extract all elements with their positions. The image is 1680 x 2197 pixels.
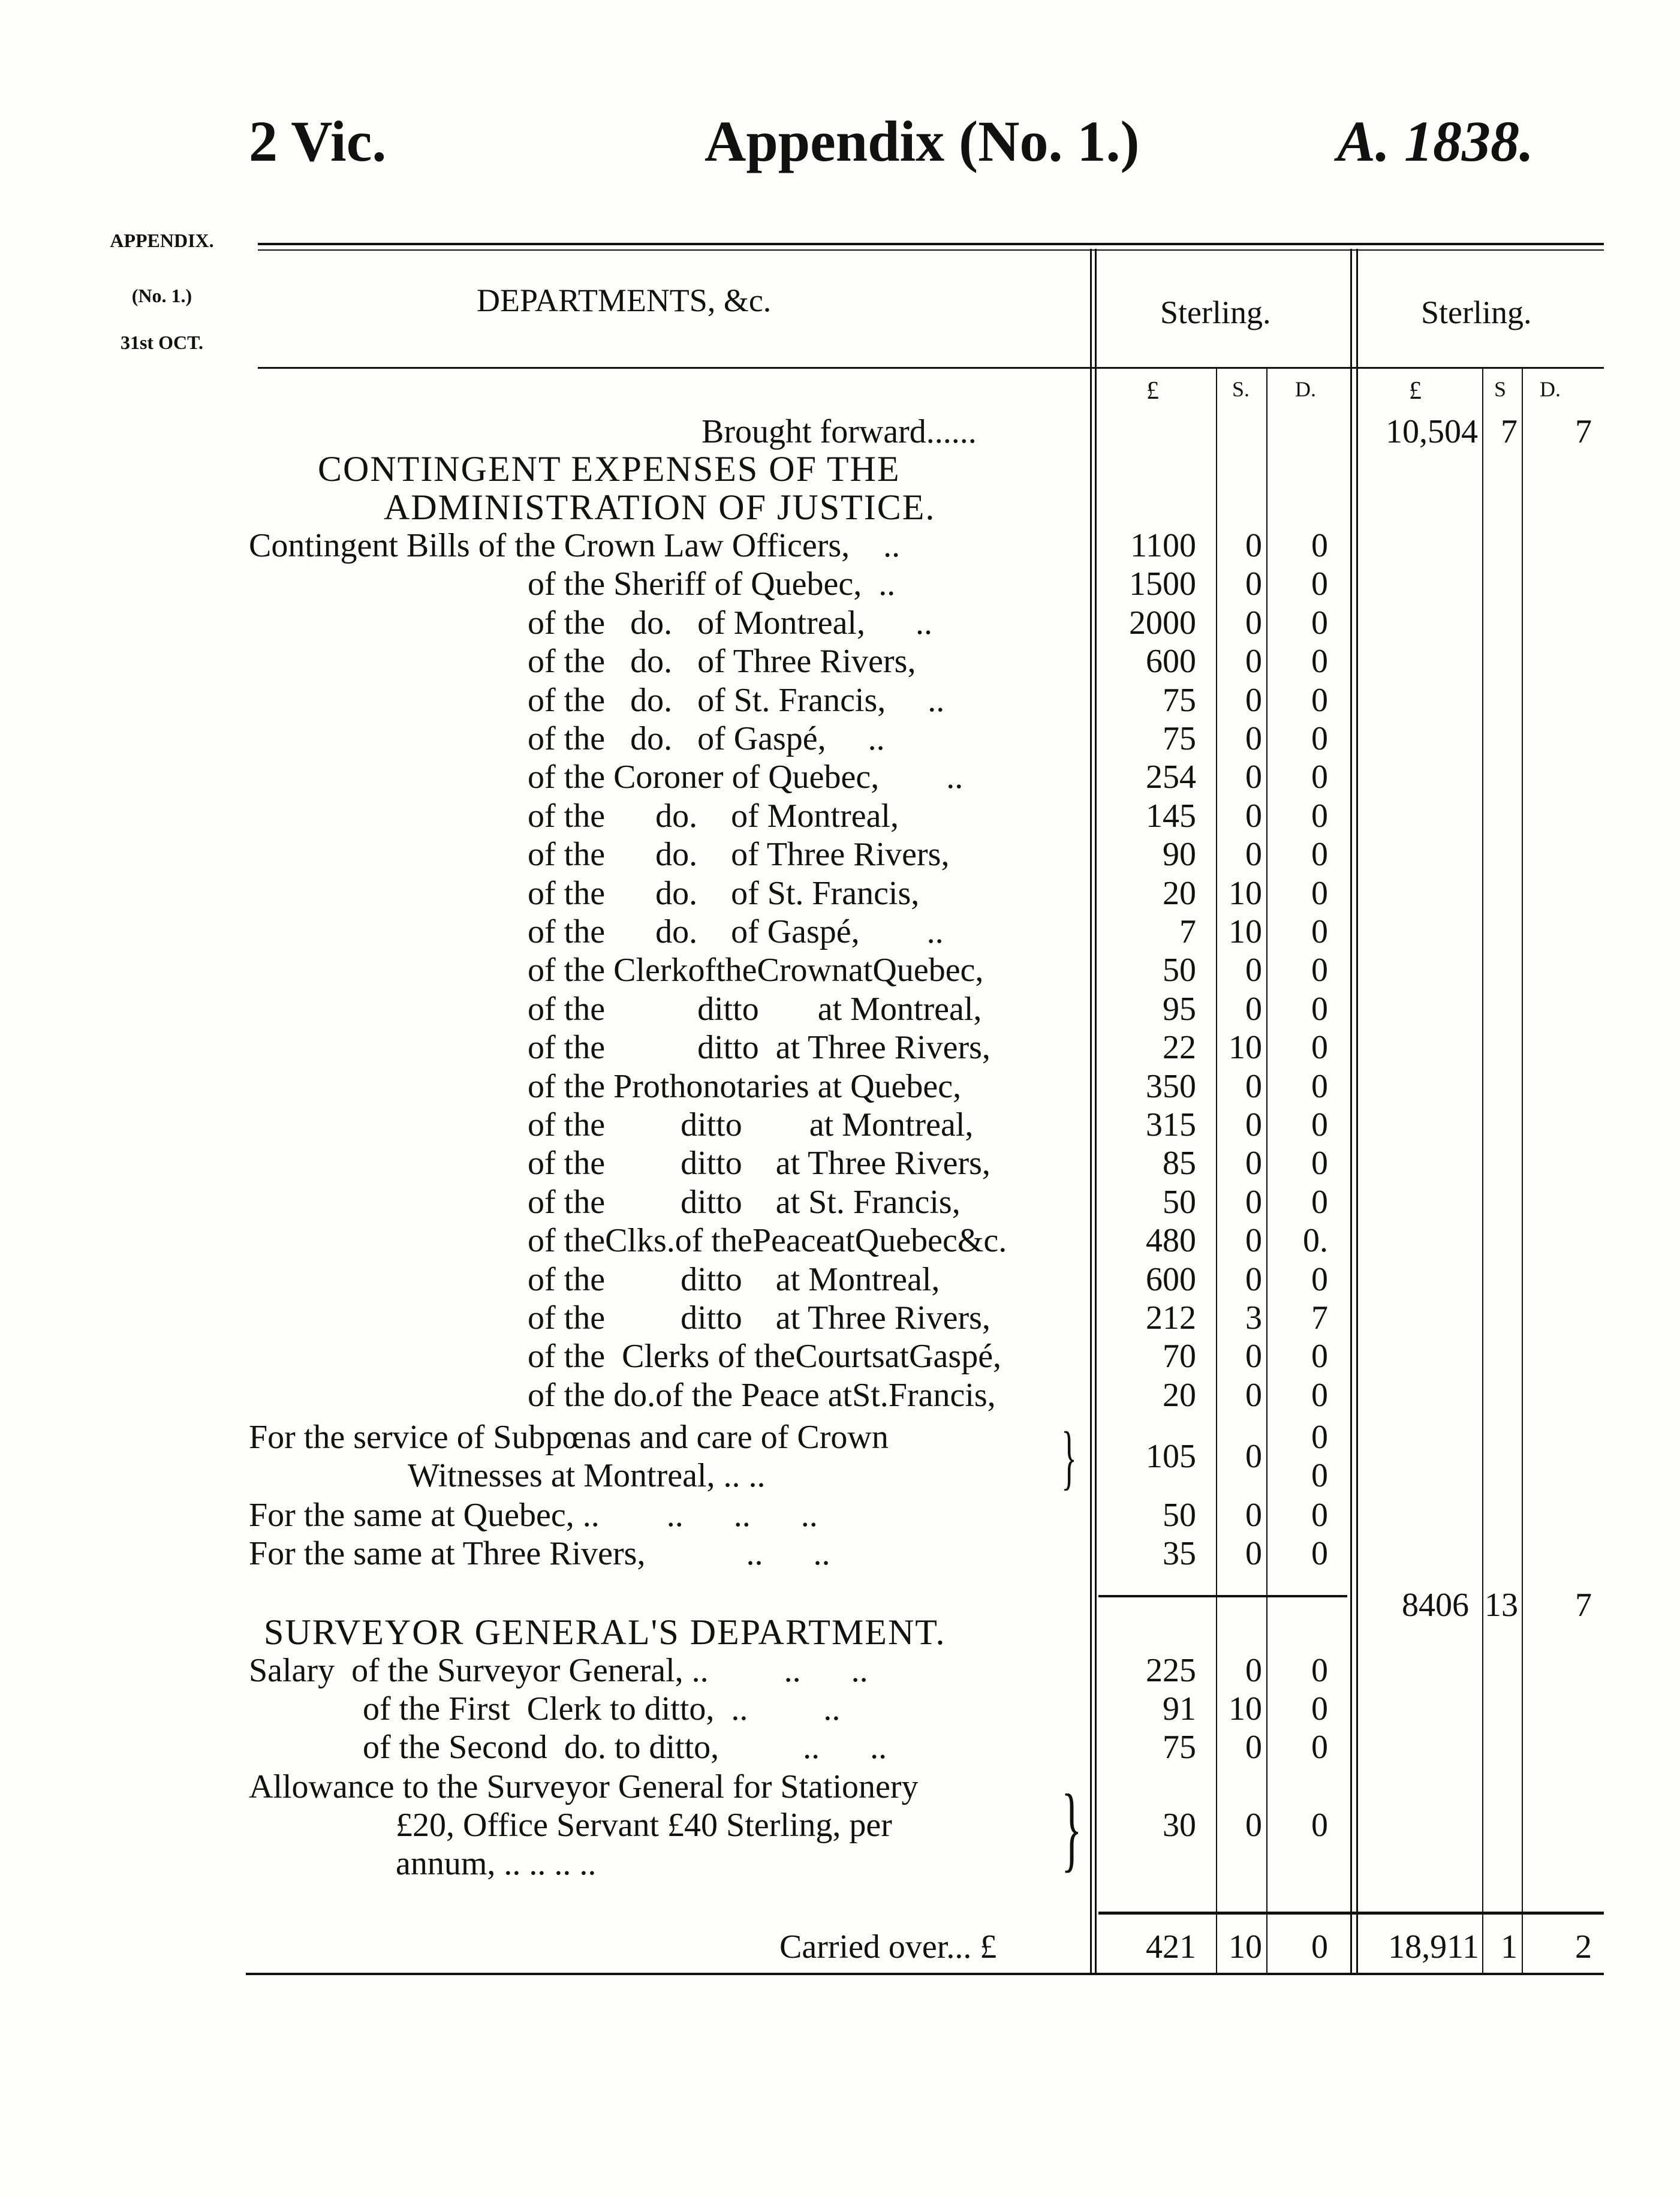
entry-label: For the same at Three Rivers, .. .. — [249, 1535, 830, 1572]
entry-shillings: 3 — [1245, 1299, 1262, 1337]
entry-pounds: 1500 — [1129, 565, 1196, 603]
ledger-row — [0, 526, 1680, 565]
entry-label: of theClks.of thePeaceatQuebec&c. — [528, 1222, 1007, 1260]
entry-label: of the First Clerk to ditto, .. .. — [363, 1690, 841, 1727]
entry-label: of the ditto at Montreal, — [528, 1260, 940, 1298]
entry-shillings: 10 — [1229, 913, 1262, 950]
header-volume: 2 Vic. — [249, 109, 387, 173]
entry-pence: 0 — [1311, 913, 1328, 950]
allowance-pence: 0 — [1311, 1807, 1328, 1844]
ledger-row — [0, 758, 1680, 796]
entry-label: of the Clerks of theCourtsatGaspé, — [528, 1338, 1002, 1376]
entry-pence: 0 — [1311, 643, 1328, 681]
entry-pounds: 225 — [1146, 1652, 1196, 1689]
ledger-row — [0, 1376, 1680, 1414]
brought-forward-pence: 7 — [1575, 413, 1592, 450]
entry-label: of the do. of Three Rivers, — [528, 836, 950, 874]
entry-pence: 0 — [1311, 759, 1328, 796]
entry-pounds: 85 — [1163, 1145, 1196, 1182]
ledger-row — [0, 1534, 1680, 1573]
entry-label: of the Prothonotaries at Quebec, — [528, 1067, 962, 1105]
entry-shillings: 0 — [1245, 1067, 1262, 1105]
entry-shillings: 0 — [1245, 604, 1262, 642]
carried-over-pounds-1: 421 — [1146, 1928, 1196, 1966]
entry-pounds: 1100 — [1130, 527, 1196, 564]
entry-label: of the ditto at Three Rivers, — [528, 1145, 990, 1182]
subpoena-pence-2: 0 — [1311, 1457, 1328, 1494]
ledger-row — [0, 874, 1680, 913]
ledger-row — [0, 990, 1680, 1028]
entry-pounds: 600 — [1146, 643, 1196, 681]
unit-shillings-1: S. — [1232, 377, 1250, 401]
entry-label: of the do. of Gaspé, .. — [528, 913, 944, 950]
entry-pounds: 212 — [1146, 1299, 1196, 1337]
allowance-pounds: 30 — [1163, 1807, 1196, 1844]
entry-label: Contingent Bills of the Crown Law Officers, .. — [249, 527, 901, 564]
ledger-row — [0, 1028, 1680, 1067]
entry-pence: 0. — [1303, 1222, 1328, 1260]
entry-pence: 0 — [1311, 720, 1328, 757]
entry-label: of the do.of the Peace atSt.Francis, — [528, 1376, 996, 1414]
entry-pounds: 20 — [1163, 1376, 1196, 1414]
brought-forward-shillings: 7 — [1501, 413, 1518, 450]
sterling-header-2: Sterling. — [1421, 294, 1532, 330]
ledger-row — [0, 1337, 1680, 1376]
justice-total-shillings: 13 — [1485, 1587, 1518, 1624]
brought-forward-row — [0, 413, 1680, 451]
entry-pence: 0 — [1311, 1652, 1328, 1689]
margin-number: (No. 1.) — [131, 285, 192, 306]
entry-shillings: 0 — [1245, 1222, 1262, 1260]
ledger-row — [0, 1067, 1680, 1106]
entry-label: of the do. of Gaspé, .. — [528, 720, 885, 757]
ledger-row — [0, 1299, 1680, 1337]
entry-pounds: 91 — [1163, 1690, 1196, 1727]
entry-shillings: 0 — [1245, 1497, 1262, 1534]
carried-over-pounds-2: 18,911 — [1388, 1928, 1479, 1966]
entry-shillings: 0 — [1245, 1729, 1262, 1766]
ledger-row — [0, 835, 1680, 874]
header-bottom-rule — [258, 367, 1604, 369]
entry-pence: 0 — [1311, 1729, 1328, 1766]
brought-forward-label: Brought forward...... — [701, 413, 977, 450]
entry-label: of the ditto at Montreal, — [528, 990, 982, 1028]
allowance-brace: } — [1061, 1774, 1082, 1881]
justice-total-pence: 7 — [1575, 1587, 1592, 1624]
subpoena-line1: For the service of Subpœnas and care of Crown — [249, 1419, 889, 1456]
entry-pounds: 145 — [1146, 797, 1196, 835]
ledger-row — [0, 1183, 1680, 1221]
ledger-row — [0, 1221, 1680, 1260]
unit-pounds-1: £ — [1146, 377, 1159, 405]
ledger-row — [0, 1144, 1680, 1182]
ledger-row — [0, 1260, 1680, 1299]
entry-label: of the do. of St. Francis, — [528, 874, 920, 912]
entry-pounds: 35 — [1163, 1535, 1196, 1572]
entry-label: of the ditto at Montreal, — [528, 1106, 974, 1143]
section-justice-line2: ADMINISTRATION OF JUSTICE. — [384, 487, 936, 527]
table-top-rule-2 — [258, 249, 1604, 251]
entry-label: of the do. of Three Rivers, — [528, 643, 916, 681]
entry-pounds: 22 — [1163, 1029, 1196, 1067]
justice-total-pounds: 8406 — [1402, 1587, 1469, 1624]
allowance-row — [0, 1768, 1680, 1885]
entry-shillings: 0 — [1245, 759, 1262, 796]
entry-label: of the ditto at Three Rivers, — [528, 1299, 990, 1337]
ledger-row — [0, 681, 1680, 720]
subpoena-row — [0, 1418, 1680, 1496]
entry-pounds: 75 — [1163, 720, 1196, 757]
entry-shillings: 10 — [1229, 1690, 1262, 1727]
entry-shillings: 0 — [1245, 797, 1262, 835]
section-justice-line1: CONTINGENT EXPENSES OF THE — [318, 449, 901, 489]
carried-over-row — [0, 1928, 1680, 1966]
entry-pounds: 7 — [1179, 913, 1196, 950]
entry-shillings: 0 — [1245, 1652, 1262, 1689]
subpoena-shillings: 0 — [1245, 1438, 1262, 1475]
allowance-line1: Allowance to the Surveyor General for Stationery — [249, 1768, 919, 1805]
table-top-rule — [258, 243, 1604, 245]
carried-over-pence-2: 2 — [1575, 1928, 1592, 1966]
ledger-row — [0, 720, 1680, 758]
entry-shillings: 0 — [1245, 1376, 1262, 1414]
brought-forward-pounds: 10,504 — [1386, 413, 1478, 450]
entry-label: of the Second do. to ditto, .. .. — [363, 1729, 887, 1766]
entry-label: of the do. of Montreal, .. — [528, 604, 932, 642]
entry-pounds: 75 — [1163, 1729, 1196, 1766]
entry-label: of the do. of Montreal, — [528, 797, 899, 835]
carried-over-rule — [1098, 1912, 1604, 1915]
entry-pounds: 50 — [1163, 952, 1196, 989]
entry-shillings: 0 — [1245, 836, 1262, 874]
entry-pounds: 600 — [1146, 1260, 1196, 1298]
entry-pence: 0 — [1311, 1106, 1328, 1143]
entry-shillings: 0 — [1245, 1106, 1262, 1143]
entry-pounds: 254 — [1146, 759, 1196, 796]
entry-pounds: 75 — [1163, 681, 1196, 719]
entry-pence: 0 — [1311, 797, 1328, 835]
entry-shillings: 0 — [1245, 1145, 1262, 1182]
entry-pence: 0 — [1311, 952, 1328, 989]
entry-pence: 0 — [1311, 836, 1328, 874]
entry-pounds: 70 — [1163, 1338, 1196, 1376]
entry-shillings: 0 — [1245, 1338, 1262, 1376]
entry-pence: 0 — [1311, 874, 1328, 912]
entry-shillings: 0 — [1245, 527, 1262, 564]
margin-appendix: APPENDIX. — [110, 230, 214, 251]
subpoena-pounds: 105 — [1146, 1438, 1196, 1475]
entry-label: of the ditto at St. Francis, — [528, 1183, 961, 1221]
entry-pence: 0 — [1311, 1535, 1328, 1572]
ledger-row — [0, 797, 1680, 835]
subpoena-line2: Witnesses at Montreal, .. .. — [408, 1457, 766, 1494]
header-year: A. 1838. — [1337, 109, 1534, 173]
entry-label: of the ClerkoftheCrownatQuebec, — [528, 952, 984, 989]
entry-pence: 0 — [1311, 527, 1328, 564]
ledger-row — [0, 1690, 1680, 1728]
entry-pence: 0 — [1311, 1183, 1328, 1221]
table-bottom-rule — [246, 1973, 1604, 1975]
entry-shillings: 0 — [1245, 720, 1262, 757]
entry-shillings: 10 — [1229, 1029, 1262, 1067]
entry-label: of the do. of St. Francis, .. — [528, 681, 945, 719]
entry-pounds: 315 — [1146, 1106, 1196, 1143]
ledger-row — [0, 951, 1680, 989]
ledger-row — [0, 604, 1680, 642]
entry-pence: 7 — [1311, 1299, 1328, 1337]
entry-pence: 0 — [1311, 1145, 1328, 1182]
entry-pence: 0 — [1311, 1260, 1328, 1298]
entry-pounds: 50 — [1163, 1183, 1196, 1221]
carried-over-shillings-2: 1 — [1501, 1928, 1518, 1966]
ledger-row — [0, 913, 1680, 951]
entry-label: of the Sheriff of Quebec, .. — [528, 565, 896, 603]
allowance-shillings: 0 — [1245, 1807, 1262, 1844]
subpoena-pence-1: 0 — [1311, 1419, 1328, 1456]
entry-shillings: 0 — [1245, 681, 1262, 719]
entry-shillings: 0 — [1245, 565, 1262, 603]
header-title: Appendix (No. 1.) — [704, 109, 1140, 173]
entry-pounds: 2000 — [1129, 604, 1196, 642]
entry-pence: 0 — [1311, 1690, 1328, 1727]
entry-shillings: 0 — [1245, 643, 1262, 681]
entry-shillings: 10 — [1229, 874, 1262, 912]
entry-pounds: 50 — [1163, 1497, 1196, 1534]
margin-date: 31st OCT. — [120, 332, 204, 353]
carried-over-label: Carried over... £ — [779, 1928, 997, 1966]
section-surveyor-title: SURVEYOR GENERAL'S DEPARTMENT. — [264, 1612, 946, 1652]
unit-pence-2: D. — [1540, 377, 1561, 401]
entry-shillings: 0 — [1245, 1183, 1262, 1221]
entry-pounds: 480 — [1146, 1222, 1196, 1260]
entry-pounds: 90 — [1163, 836, 1196, 874]
entry-shillings: 0 — [1245, 1260, 1262, 1298]
entry-pence: 0 — [1311, 1029, 1328, 1067]
entry-pence: 0 — [1311, 565, 1328, 603]
entry-pounds: 95 — [1163, 990, 1196, 1028]
entry-pounds: 20 — [1163, 874, 1196, 912]
entry-label: of the Coroner of Quebec, .. — [528, 759, 964, 796]
unit-pence-1: D. — [1295, 377, 1316, 401]
ledger-row — [0, 1106, 1680, 1144]
unit-shillings-2: S — [1494, 377, 1507, 401]
ledger-row — [0, 565, 1680, 603]
carried-over-shillings-1: 10 — [1229, 1928, 1262, 1966]
entry-pence: 0 — [1311, 1338, 1328, 1376]
allowance-line2: £20, Office Servant £40 Sterling, per — [396, 1807, 892, 1844]
entry-label: of the ditto at Three Rivers, — [528, 1029, 990, 1067]
entry-pence: 0 — [1311, 681, 1328, 719]
carried-over-pence-1: 0 — [1311, 1928, 1328, 1966]
entry-label: For the same at Quebec, .. .. .. .. — [249, 1497, 818, 1534]
entry-pence: 0 — [1311, 1497, 1328, 1534]
entry-pence: 0 — [1311, 1067, 1328, 1105]
sterling-header-1: Sterling. — [1160, 294, 1271, 330]
ledger-row — [0, 1728, 1680, 1766]
unit-pounds-2: £ — [1409, 377, 1422, 405]
entry-shillings: 0 — [1245, 1535, 1262, 1572]
entry-pence: 0 — [1311, 604, 1328, 642]
ledger-row — [0, 1651, 1680, 1690]
allowance-line3: annum, .. .. .. .. — [396, 1845, 597, 1882]
departments-header: DEPARTMENTS, &c. — [477, 282, 772, 318]
entry-pounds: 350 — [1146, 1067, 1196, 1105]
ledger-row — [0, 1496, 1680, 1534]
entry-pence: 0 — [1311, 990, 1328, 1028]
subpoena-brace: } — [1061, 1417, 1077, 1497]
entry-shillings: 0 — [1245, 952, 1262, 989]
entry-label: Salary of the Surveyor General, .. .. .. — [249, 1652, 868, 1689]
entry-pence: 0 — [1311, 1376, 1328, 1414]
entry-shillings: 0 — [1245, 990, 1262, 1028]
ledger-row — [0, 642, 1680, 681]
